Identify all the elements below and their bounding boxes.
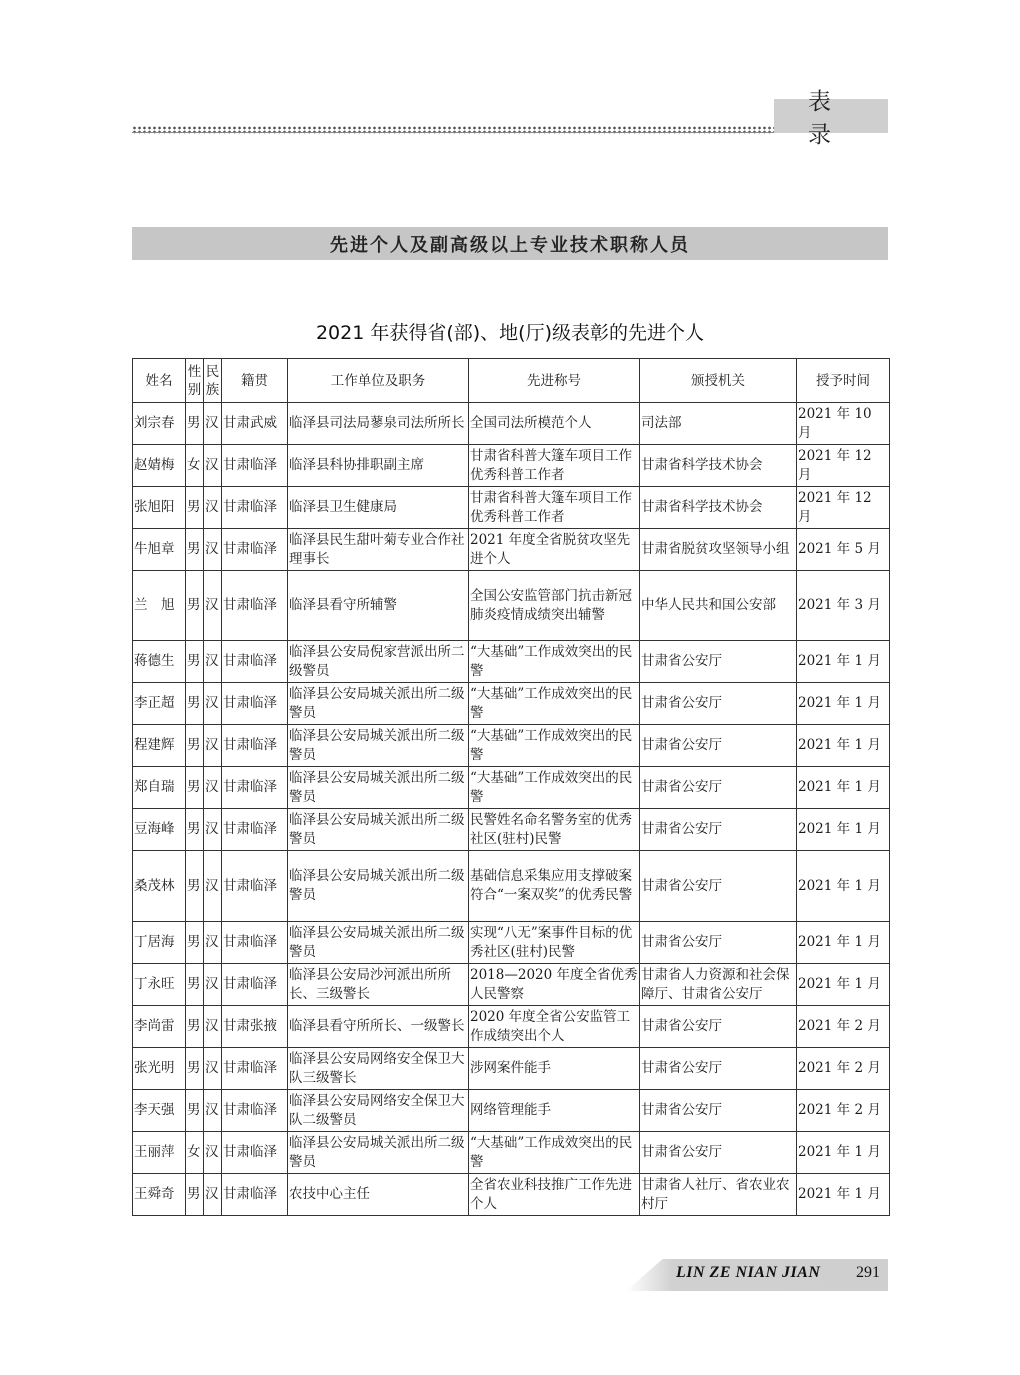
date-cell: 2021 年 10 月 — [797, 403, 890, 445]
origin-cell: 甘肃临泽 — [222, 1174, 288, 1216]
honor-cell: 涉网案件能手 — [469, 1048, 640, 1090]
origin-cell: 甘肃临泽 — [222, 725, 288, 767]
workplace-cell: 临泽县公安局城关派出所二级警员 — [288, 767, 469, 809]
authority-cell: 司法部 — [640, 403, 797, 445]
origin-cell: 甘肃临泽 — [222, 641, 288, 683]
authority-cell: 甘肃省公安厅 — [640, 1090, 797, 1132]
authority-cell: 甘肃省人力资源和社会保障厅、甘肃省公安厅 — [640, 964, 797, 1006]
authority-cell: 甘肃省公安厅 — [640, 767, 797, 809]
authority-cell: 甘肃省公安厅 — [640, 1006, 797, 1048]
name-cell: 蒋德生 — [133, 641, 186, 683]
workplace-cell: 临泽县看守所辅警 — [288, 571, 469, 641]
table-row — [133, 1048, 890, 1090]
honor-cell: 2021 年度全省脱贫攻坚先进个人 — [469, 529, 640, 571]
date-cell: 2021 年 1 月 — [797, 922, 890, 964]
honor-cell: 甘肃省科普大篷车项目工作优秀科普工作者 — [469, 445, 640, 487]
name-cell: 丁永旺 — [133, 964, 186, 1006]
table-row — [133, 529, 890, 571]
honor-cell: 甘肃省科普大篷车项目工作优秀科普工作者 — [469, 487, 640, 529]
sex-cell: 男 — [186, 851, 204, 922]
workplace-cell: 临泽县公安局沙河派出所所长、三级警长 — [288, 964, 469, 1006]
ethnicity-cell: 汉 — [204, 809, 222, 851]
sex-cell: 男 — [186, 529, 204, 571]
authority-cell: 甘肃省公安厅 — [640, 1048, 797, 1090]
origin-cell: 甘肃临泽 — [222, 964, 288, 1006]
ethnicity-cell: 汉 — [204, 1174, 222, 1216]
origin-cell: 甘肃临泽 — [222, 851, 288, 922]
workplace-cell: 临泽县公安局城关派出所二级警员 — [288, 683, 469, 725]
authority-cell: 甘肃省公安厅 — [640, 922, 797, 964]
table-row — [133, 1090, 890, 1132]
honor-cell: 全国公安监管部门抗击新冠肺炎疫情成绩突出辅警 — [469, 571, 640, 641]
name-cell: 李尚雷 — [133, 1006, 186, 1048]
sex-cell: 男 — [186, 487, 204, 529]
honor-cell: 基础信息采集应用支撑破案符合“一案双奖”的优秀民警 — [469, 851, 640, 922]
table-row — [133, 725, 890, 767]
authority-cell: 中华人民共和国公安部 — [640, 571, 797, 641]
origin-cell: 甘肃临泽 — [222, 1132, 288, 1174]
ethnicity-cell: 汉 — [204, 1090, 222, 1132]
header-rule-line — [132, 132, 774, 133]
name-cell: 郑自瑞 — [133, 767, 186, 809]
sex-cell: 男 — [186, 1006, 204, 1048]
origin-cell: 甘肃临泽 — [222, 1090, 288, 1132]
table-header-row — [133, 359, 890, 403]
origin-cell: 甘肃临泽 — [222, 1048, 288, 1090]
ethnicity-cell: 汉 — [204, 922, 222, 964]
date-cell: 2021 年 1 月 — [797, 964, 890, 1006]
workplace-cell: 临泽县公安局城关派出所二级警员 — [288, 1132, 469, 1174]
table-row — [133, 487, 890, 529]
table-body — [133, 403, 890, 1216]
authority-cell: 甘肃省科学技术协会 — [640, 487, 797, 529]
header-sex: 性别 — [186, 359, 204, 403]
date-cell: 2021 年 2 月 — [797, 1048, 890, 1090]
date-cell: 2021 年 5 月 — [797, 529, 890, 571]
honor-cell: “大基础”工作成效突出的民警 — [469, 725, 640, 767]
date-cell: 2021 年 2 月 — [797, 1006, 890, 1048]
ethnicity-cell: 汉 — [204, 641, 222, 683]
honor-cell: 2018—2020 年度全省优秀人民警察 — [469, 964, 640, 1006]
ethnicity-cell: 汉 — [204, 964, 222, 1006]
ethnicity-cell: 汉 — [204, 1006, 222, 1048]
honor-cell: “大基础”工作成效突出的民警 — [469, 1132, 640, 1174]
header-workplace: 工作单位及职务 — [288, 359, 469, 403]
honor-cell: “大基础”工作成效突出的民警 — [469, 767, 640, 809]
authority-cell: 甘肃省公安厅 — [640, 641, 797, 683]
workplace-cell: 临泽县公安局城关派出所二级警员 — [288, 922, 469, 964]
section-banner: 先进个人及副高级以上专业技术职称人员 — [132, 227, 888, 260]
honor-cell: “大基础”工作成效突出的民警 — [469, 641, 640, 683]
authority-cell: 甘肃省公安厅 — [640, 1132, 797, 1174]
header-date: 授予时间 — [797, 359, 890, 403]
ethnicity-cell: 汉 — [204, 683, 222, 725]
honor-cell: 网络管理能手 — [469, 1090, 640, 1132]
sex-cell: 男 — [186, 403, 204, 445]
header-authority: 颁授机关 — [640, 359, 797, 403]
origin-cell: 甘肃临泽 — [222, 529, 288, 571]
header-origin: 籍贯 — [222, 359, 288, 403]
workplace-cell: 临泽县公安局城关派出所二级警员 — [288, 851, 469, 922]
sex-cell: 男 — [186, 1090, 204, 1132]
sex-cell: 男 — [186, 964, 204, 1006]
date-cell: 2021 年 3 月 — [797, 571, 890, 641]
origin-cell: 甘肃临泽 — [222, 445, 288, 487]
table-row — [133, 1174, 890, 1216]
sex-cell: 男 — [186, 641, 204, 683]
name-cell: 张旭阳 — [133, 487, 186, 529]
date-cell: 2021 年 12 月 — [797, 445, 890, 487]
footer-journal-name: LIN ZE NIAN JIAN — [676, 1264, 821, 1281]
date-cell: 2021 年 1 月 — [797, 767, 890, 809]
awards-table — [132, 358, 890, 1216]
workplace-cell: 临泽县公安局网络安全保卫大队三级警长 — [288, 1048, 469, 1090]
authority-cell: 甘肃省公安厅 — [640, 851, 797, 922]
workplace-cell: 临泽县司法局蓼泉司法所所长 — [288, 403, 469, 445]
authority-cell: 甘肃省公安厅 — [640, 683, 797, 725]
sex-cell: 男 — [186, 767, 204, 809]
honor-cell: 民警姓名命名警务室的优秀社区(驻村)民警 — [469, 809, 640, 851]
sex-cell: 女 — [186, 1132, 204, 1174]
table-row — [133, 851, 890, 922]
authority-cell: 甘肃省科学技术协会 — [640, 445, 797, 487]
workplace-cell: 临泽县卫生健康局 — [288, 487, 469, 529]
authority-cell: 甘肃省脱贫攻坚领导小组 — [640, 529, 797, 571]
authority-cell: 甘肃省人社厅、省农业农村厅 — [640, 1174, 797, 1216]
table-row — [133, 809, 890, 851]
ethnicity-cell: 汉 — [204, 529, 222, 571]
authority-cell: 甘肃省公安厅 — [640, 725, 797, 767]
table-row — [133, 445, 890, 487]
page-number: 291 — [856, 1264, 880, 1281]
sex-cell: 男 — [186, 1174, 204, 1216]
date-cell: 2021 年 1 月 — [797, 809, 890, 851]
sex-cell: 男 — [186, 725, 204, 767]
honor-cell: 全国司法所模范个人 — [469, 403, 640, 445]
table-row — [133, 641, 890, 683]
date-cell: 2021 年 1 月 — [797, 683, 890, 725]
sex-cell: 男 — [186, 809, 204, 851]
workplace-cell: 临泽县公安局城关派出所二级警员 — [288, 809, 469, 851]
date-cell: 2021 年 1 月 — [797, 641, 890, 683]
workplace-cell: 临泽县公安局倪家营派出所二级警员 — [288, 641, 469, 683]
name-cell: 赵婧梅 — [133, 445, 186, 487]
table-row — [133, 1006, 890, 1048]
name-cell: 牛旭章 — [133, 529, 186, 571]
table-title: 2021 年获得省(部)、地(厅)级表彰的先进个人 — [315, 322, 705, 344]
sex-cell: 男 — [186, 571, 204, 641]
workplace-cell: 临泽县公安局网络安全保卫大队二级警员 — [288, 1090, 469, 1132]
ethnicity-cell: 汉 — [204, 445, 222, 487]
header-name: 姓名 — [133, 359, 186, 403]
origin-cell: 甘肃临泽 — [222, 767, 288, 809]
honor-cell: 2020 年度全省公安监管工作成绩突出个人 — [469, 1006, 640, 1048]
honor-cell: “大基础”工作成效突出的民警 — [469, 683, 640, 725]
name-cell: 丁居海 — [133, 922, 186, 964]
ethnicity-cell: 汉 — [204, 571, 222, 641]
origin-cell: 甘肃武威 — [222, 403, 288, 445]
date-cell: 2021 年 1 月 — [797, 1132, 890, 1174]
header-honor: 先进称号 — [469, 359, 640, 403]
name-cell: 王丽萍 — [133, 1132, 186, 1174]
origin-cell: 甘肃临泽 — [222, 487, 288, 529]
origin-cell: 甘肃张掖 — [222, 1006, 288, 1048]
date-cell: 2021 年 1 月 — [797, 1174, 890, 1216]
ethnicity-cell: 汉 — [204, 851, 222, 922]
sex-cell: 男 — [186, 922, 204, 964]
workplace-cell: 临泽县看守所所长、一级警长 — [288, 1006, 469, 1048]
ethnicity-cell: 汉 — [204, 1048, 222, 1090]
ethnicity-cell: 汉 — [204, 767, 222, 809]
workplace-cell: 农技中心主任 — [288, 1174, 469, 1216]
name-cell: 兰 旭 — [133, 571, 186, 641]
date-cell: 2021 年 1 月 — [797, 725, 890, 767]
table-row — [133, 922, 890, 964]
sex-cell: 女 — [186, 445, 204, 487]
origin-cell: 甘肃临泽 — [222, 809, 288, 851]
sex-cell: 男 — [186, 1048, 204, 1090]
origin-cell: 甘肃临泽 — [222, 922, 288, 964]
table-row — [133, 403, 890, 445]
table-row — [133, 571, 890, 641]
name-cell: 李天强 — [133, 1090, 186, 1132]
table-row — [133, 1132, 890, 1174]
ethnicity-cell: 汉 — [204, 725, 222, 767]
table-row — [133, 683, 890, 725]
header-ethnicity: 民族 — [204, 359, 222, 403]
date-cell: 2021 年 12 月 — [797, 487, 890, 529]
name-cell: 桑茂林 — [133, 851, 186, 922]
ethnicity-cell: 汉 — [204, 403, 222, 445]
section-tab: 表录 — [774, 99, 888, 133]
date-cell: 2021 年 2 月 — [797, 1090, 890, 1132]
ethnicity-cell: 汉 — [204, 1132, 222, 1174]
workplace-cell: 临泽县民生甜叶菊专业合作社理事长 — [288, 529, 469, 571]
workplace-cell: 临泽县公安局城关派出所二级警员 — [288, 725, 469, 767]
table-row — [133, 964, 890, 1006]
ethnicity-cell: 汉 — [204, 487, 222, 529]
name-cell: 王舜奇 — [133, 1174, 186, 1216]
honor-cell: 实现“八无”案事件目标的优秀社区(驻村)民警 — [469, 922, 640, 964]
workplace-cell: 临泽县科协排职副主席 — [288, 445, 469, 487]
name-cell: 李正超 — [133, 683, 186, 725]
date-cell: 2021 年 1 月 — [797, 851, 890, 922]
name-cell: 程建辉 — [133, 725, 186, 767]
origin-cell: 甘肃临泽 — [222, 683, 288, 725]
table-row — [133, 767, 890, 809]
sex-cell: 男 — [186, 683, 204, 725]
name-cell: 张光明 — [133, 1048, 186, 1090]
honor-cell: 全省农业科技推广工作先进个人 — [469, 1174, 640, 1216]
name-cell: 豆海峰 — [133, 809, 186, 851]
name-cell: 刘宗春 — [133, 403, 186, 445]
authority-cell: 甘肃省公安厅 — [640, 809, 797, 851]
origin-cell: 甘肃临泽 — [222, 571, 288, 641]
